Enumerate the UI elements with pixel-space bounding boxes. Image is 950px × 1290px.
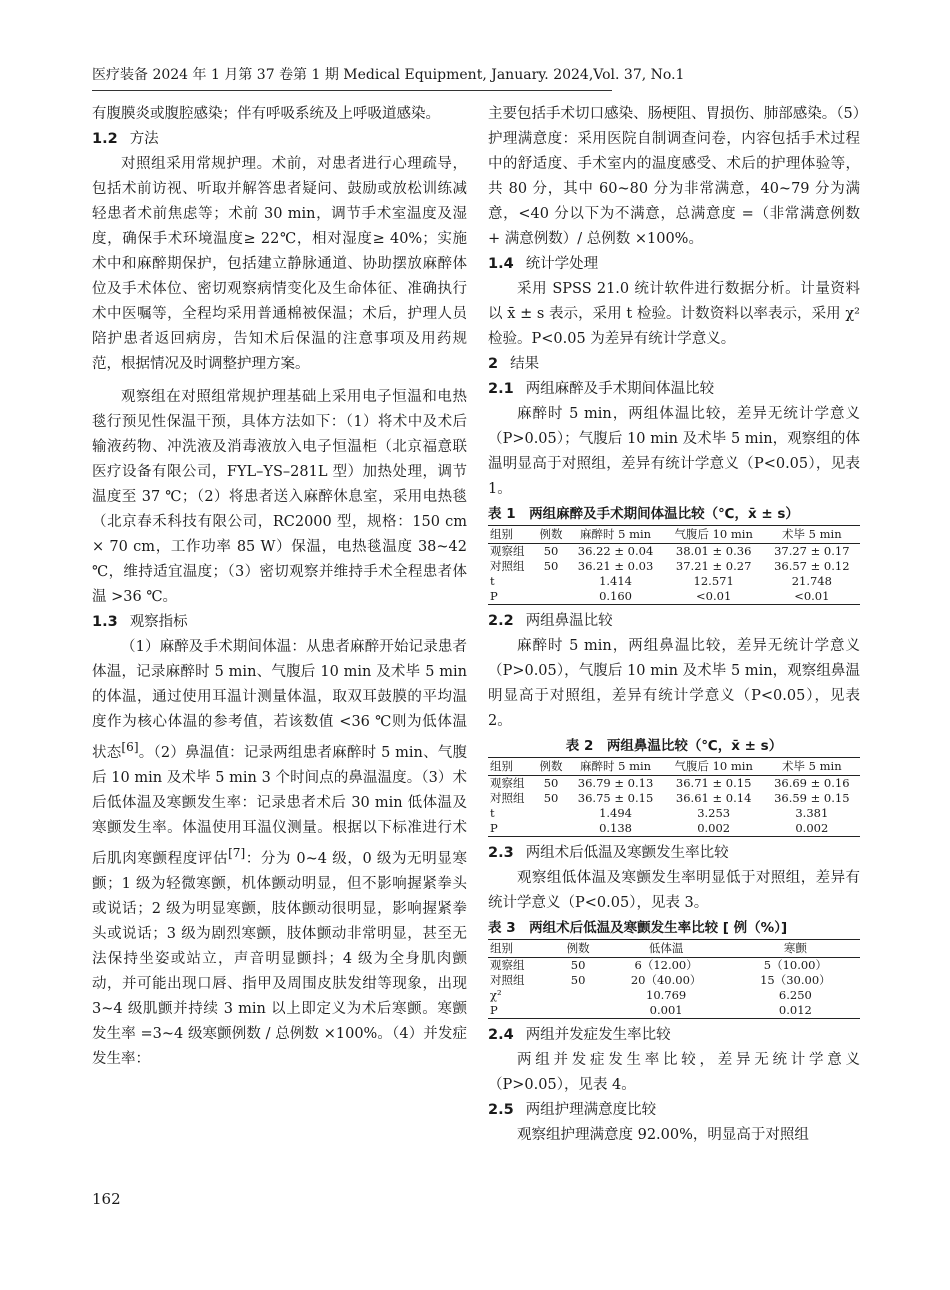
section-title: 两组鼻温比较 <box>525 613 613 629</box>
table-row <box>488 544 860 560</box>
right-column <box>488 102 860 1148</box>
citation-ref[interactable]: [6] <box>121 740 139 754</box>
section-number: 2.5 <box>488 1102 514 1118</box>
table-cell: 12.571 <box>693 574 734 588</box>
table-row <box>488 776 860 792</box>
citation-ref[interactable]: [7] <box>228 845 246 860</box>
indicators-text-a: （1）麻醉及手术期间体温：从患者麻醉开始记录患者体温，记录麻醉时 5 min、气腹后 10 min 及术毕 5 min 的体温，通过使用耳温计测量体温，取双耳鼓膜的平均温度作为核心体温的参考值，若该数值 <36 ℃则为低体温状态 <box>92 639 467 761</box>
table-cell: 0.012 <box>731 1003 860 1019</box>
table-cell: 50 <box>570 958 586 972</box>
table-cell: 20（40.00） <box>630 973 702 987</box>
section-title: 两组并发症发生率比较 <box>525 1027 671 1043</box>
table-row <box>488 958 860 974</box>
table-cell: 36.59 ± 0.15 <box>774 791 850 805</box>
table-cell: 50 <box>543 559 559 573</box>
intro-paragraph: 有腹膜炎或腹腔感染；伴有呼吸系统及上呼吸道感染。 <box>92 106 440 122</box>
table-cell: P <box>488 1003 555 1019</box>
table-header-cell: 麻醉时 5 min <box>567 526 663 544</box>
table-cell: 15（30.00） <box>760 973 831 987</box>
table-cell: 0.002 <box>764 821 860 837</box>
table-row <box>488 559 860 574</box>
table-cell: P <box>488 589 535 605</box>
control-group-paragraph: 对照组采用常规护理。术前，对患者进行心理疏导，包括术前访视、听取并解答患者疑问、鼓励或放松训练减轻患者术前焦虑等；术前 30 min，调节手术室温度及湿度，确保手术环境温度≥ 22℃，相对湿度≥ 40%；实施术中和麻醉期保护，包括建立静脉通道、协助摆放麻醉体位及手术体位、密切观察病情变化及生命体征、准确执行术中医嘱等，全程均采用普通棉被保温；术后，护理人员陪护患者返回病房，告知术后保温的注意事项及用药规范，根据情况及时调整护理方案。 <box>92 156 467 372</box>
table-cell: 36.75 ± 0.15 <box>577 791 654 805</box>
table-cell: 3.381 <box>795 806 829 820</box>
table-cell: 5（10.00） <box>763 958 827 972</box>
table-1-caption: 表 1 两组麻醉及手术期间体温比较（℃，x̄ ± s） <box>488 506 799 522</box>
indicators-paragraph <box>92 635 467 1072</box>
table-header-cell: 麻醉时 5 min <box>567 758 663 776</box>
table-1 <box>488 525 860 605</box>
table-cell: <0.01 <box>664 589 764 605</box>
table-cell <box>555 988 602 1003</box>
table-cell: 0.002 <box>664 821 764 837</box>
section-heading-2-4 <box>488 1023 860 1048</box>
table-cell <box>535 589 568 605</box>
left-column <box>92 102 467 1072</box>
table-cell: <0.01 <box>764 589 860 605</box>
table-cell: 37.21 ± 0.27 <box>675 559 752 573</box>
table-cell: P <box>488 821 535 837</box>
table-header-cell: 低体温 <box>602 940 731 958</box>
complications-paragraph: 主要包括手术切口感染、肠梗阻、胃损伤、肺部感染。（5）护理满意度：采用医院自制调查问卷，内容包括手术过程中的舒适度、手术室内的温度感受、术后的护理体验等，共 80 分，其中 60~80 分为非常满意，40~79 分为满意，<40 分以下为不满意，总满意度 =（非常满意例数 + 满意例数）/ 总例数 ×100%。 <box>488 106 860 247</box>
table-header-cell: 寒颤 <box>731 940 860 958</box>
section-number: 1.4 <box>488 256 514 272</box>
table-cell: 0.001 <box>602 1003 731 1019</box>
table-cell: 50 <box>570 973 586 987</box>
table-cell: t <box>490 806 495 820</box>
statistics-paragraph: 采用 SPSS 21.0 统计软件进行数据分析。计量资料以 x̄ ± s 表示，采用 t 检验。计数资料以率表示，采用 χ² 检验。P<0.05 为差异有统计学意义。 <box>488 281 860 347</box>
section-number: 1.2 <box>92 131 118 147</box>
section-title: 观察指标 <box>129 614 188 630</box>
table-cell: 50 <box>543 776 559 790</box>
result-2-2-paragraph: 麻醉时 5 min，两组鼻温比较，差异无统计学意义（P>0.05），气腹后 10 min 及术毕 5 min，观察组鼻温明显高于对照组，差异有统计学意义（P<0.05），见表 2。 <box>488 638 860 729</box>
table-header-cell: 术毕 5 min <box>764 526 860 544</box>
table-cell: 3.253 <box>697 806 731 820</box>
table-cell: 38.01 ± 0.36 <box>675 544 752 558</box>
indicators-text-c: ：分为 0~4 级，0 级为无明显寒颤；1 级为轻微寒颤，机体颤动明显，但不影响握紧拳头或说话；2 级为明显寒颤，肢体颤动很明显，影响握紧拳头或说话；3 级为剧烈寒颤，肢体颤动非常明显，甚至无法保持坐姿或站立，声音明显颤抖；4 级为全身肌肉颤动，并可能出现口唇、指甲及周围皮肤发绀等现象，出现 3~4 级肌颤并持续 3 min 以上即定义为术后寒颤。寒颤发生率 =3~4 级寒颤例数 / 总例数 ×100%。（4）并发症发生率： <box>92 850 468 1067</box>
section-heading-2-5 <box>488 1098 860 1123</box>
section-title: 两组护理满意度比较 <box>525 1102 657 1118</box>
table-header-cell: 组别 <box>488 940 555 958</box>
page-number: 162 <box>92 1190 121 1208</box>
table-cell: 0.160 <box>567 589 663 605</box>
section-number: 2.3 <box>488 845 514 861</box>
table-header-cell: 组别 <box>488 758 535 776</box>
table-cell <box>535 821 568 837</box>
table-cell: 6（12.00） <box>634 958 698 972</box>
section-title: 结果 <box>510 356 540 372</box>
table-cell: t <box>490 574 495 588</box>
table-cell <box>555 1003 602 1019</box>
table-cell: 观察组 <box>490 776 525 790</box>
table-cell: 10.769 <box>646 988 687 1002</box>
table-3 <box>488 939 860 1019</box>
table-row <box>488 589 860 605</box>
table-cell: 36.22 ± 0.04 <box>577 544 654 558</box>
table-header-cell: 术毕 5 min <box>764 758 860 776</box>
table-cell: 1.414 <box>599 574 632 588</box>
table-cell: 50 <box>543 544 559 558</box>
section-heading-1-2 <box>92 127 467 152</box>
section-heading-1-4 <box>488 252 860 277</box>
table-header-cell: 气腹后 10 min <box>664 526 764 544</box>
section-number: 1.3 <box>92 614 118 630</box>
section-title: 方法 <box>129 131 159 147</box>
section-title: 统计学处理 <box>525 256 599 272</box>
table-row <box>488 1003 860 1019</box>
table-cell: 37.27 ± 0.17 <box>774 544 850 558</box>
table-cell: 1.494 <box>599 806 632 820</box>
section-title: 两组术后低温及寒颤发生率比较 <box>525 845 729 861</box>
section-number: 2.1 <box>488 381 514 397</box>
table-row <box>488 973 860 988</box>
table-cell: 36.57 ± 0.12 <box>774 559 850 573</box>
section-title: 两组麻醉及手术期间体温比较 <box>525 381 715 397</box>
table-cell: 观察组 <box>490 958 525 972</box>
table-header-cell: 例数 <box>555 940 602 958</box>
result-2-3-paragraph: 观察组低体温及寒颤发生率明显低于对照组，差异有统计学意义（P<0.05），见表 3。 <box>488 870 860 911</box>
table-header-cell: 气腹后 10 min <box>664 758 764 776</box>
section-heading-1-3 <box>92 610 467 635</box>
section-heading-2 <box>488 352 860 377</box>
observation-group-paragraph: 观察组在对照组常规护理基础上采用电子恒温和电热毯行预见性保温干预，具体方法如下：（1）将术中及术后输液药物、冲洗液及消毒液放入电子恒温柜（北京福意联医疗设备有限公司，FYL–YS–281L 型）加热处理，调节温度至 37 ℃；（2）将患者送入麻醉休息室，采用电热毯（北京春禾科技有限公司，RC2000 型，规格：150 cm × 70 cm，工作功率 85 W）保温，电热毯温度 38~42 ℃，维持适宜温度；（3）密切观察并维持手术全程患者体温 >36 ℃。 <box>92 389 467 605</box>
table-cell <box>535 574 568 589</box>
table-row <box>488 574 860 589</box>
table-cell: 36.79 ± 0.13 <box>577 776 654 790</box>
table-row <box>488 988 860 1003</box>
result-2-1-paragraph: 麻醉时 5 min，两组体温比较，差异无统计学意义（P>0.05）；气腹后 10 min 及术毕 5 min，观察组的体温明显高于对照组，差异有统计学意义（P<0.05），见表 1。 <box>488 406 860 497</box>
table-2-caption: 表 2 两组鼻温比较（℃，x̄ ± s） <box>565 738 783 754</box>
section-number: 2.2 <box>488 613 514 629</box>
section-heading-2-1 <box>488 377 860 402</box>
result-2-5-paragraph: 观察组护理满意度 92.00%，明显高于对照组 <box>517 1127 809 1143</box>
table-cell: 观察组 <box>490 544 525 558</box>
result-2-4-paragraph: 两组并发症发生率比较，差异无统计学意义（P>0.05），见表 4。 <box>488 1052 860 1093</box>
table-3-caption: 表 3 两组术后低温及寒颤发生率比较 [ 例（%）] <box>488 920 788 936</box>
section-heading-2-2 <box>488 609 860 634</box>
table-cell: 6.250 <box>778 988 812 1002</box>
indicators-text-b: 。（2）鼻温值：记录两组患者麻醉时 5 min、气腹后 10 min 及术毕 5 min 3 个时间点的鼻温温度。（3）术后低体温及寒颤发生率：记录患者术后 30 min 低体温及寒颤发生率。体温使用耳温仪测量。根据以下标准进行术后肌肉寒颤程度评估 <box>92 744 467 867</box>
table-cell: χ² <box>490 988 502 1002</box>
table-header-cell: 组别 <box>488 526 535 544</box>
table-cell: 21.748 <box>791 574 832 588</box>
table-cell: 36.71 ± 0.15 <box>675 776 752 790</box>
section-number: 2.4 <box>488 1027 514 1043</box>
running-header: 医疗装备 2024 年 1 月第 37 卷第 1 期 Medical Equipment, January. 2024,Vol. 37, No.1 <box>92 66 612 91</box>
table-cell: 0.138 <box>567 821 663 837</box>
table-cell: 对照组 <box>490 559 525 573</box>
table-row <box>488 806 860 821</box>
table-row <box>488 821 860 837</box>
section-heading-2-3 <box>488 841 860 866</box>
table-cell: 对照组 <box>490 791 525 805</box>
table-cell: 36.61 ± 0.14 <box>675 791 752 805</box>
table-2 <box>488 757 860 837</box>
table-cell: 对照组 <box>490 973 525 987</box>
table-row <box>488 791 860 806</box>
table-cell: 36.21 ± 0.03 <box>577 559 654 573</box>
table-cell <box>535 806 568 821</box>
table-cell: 50 <box>543 791 559 805</box>
section-number: 2 <box>488 356 499 372</box>
table-cell: 36.69 ± 0.16 <box>774 776 850 790</box>
table-header-cell: 例数 <box>535 758 568 776</box>
table-header-cell: 例数 <box>535 526 568 544</box>
